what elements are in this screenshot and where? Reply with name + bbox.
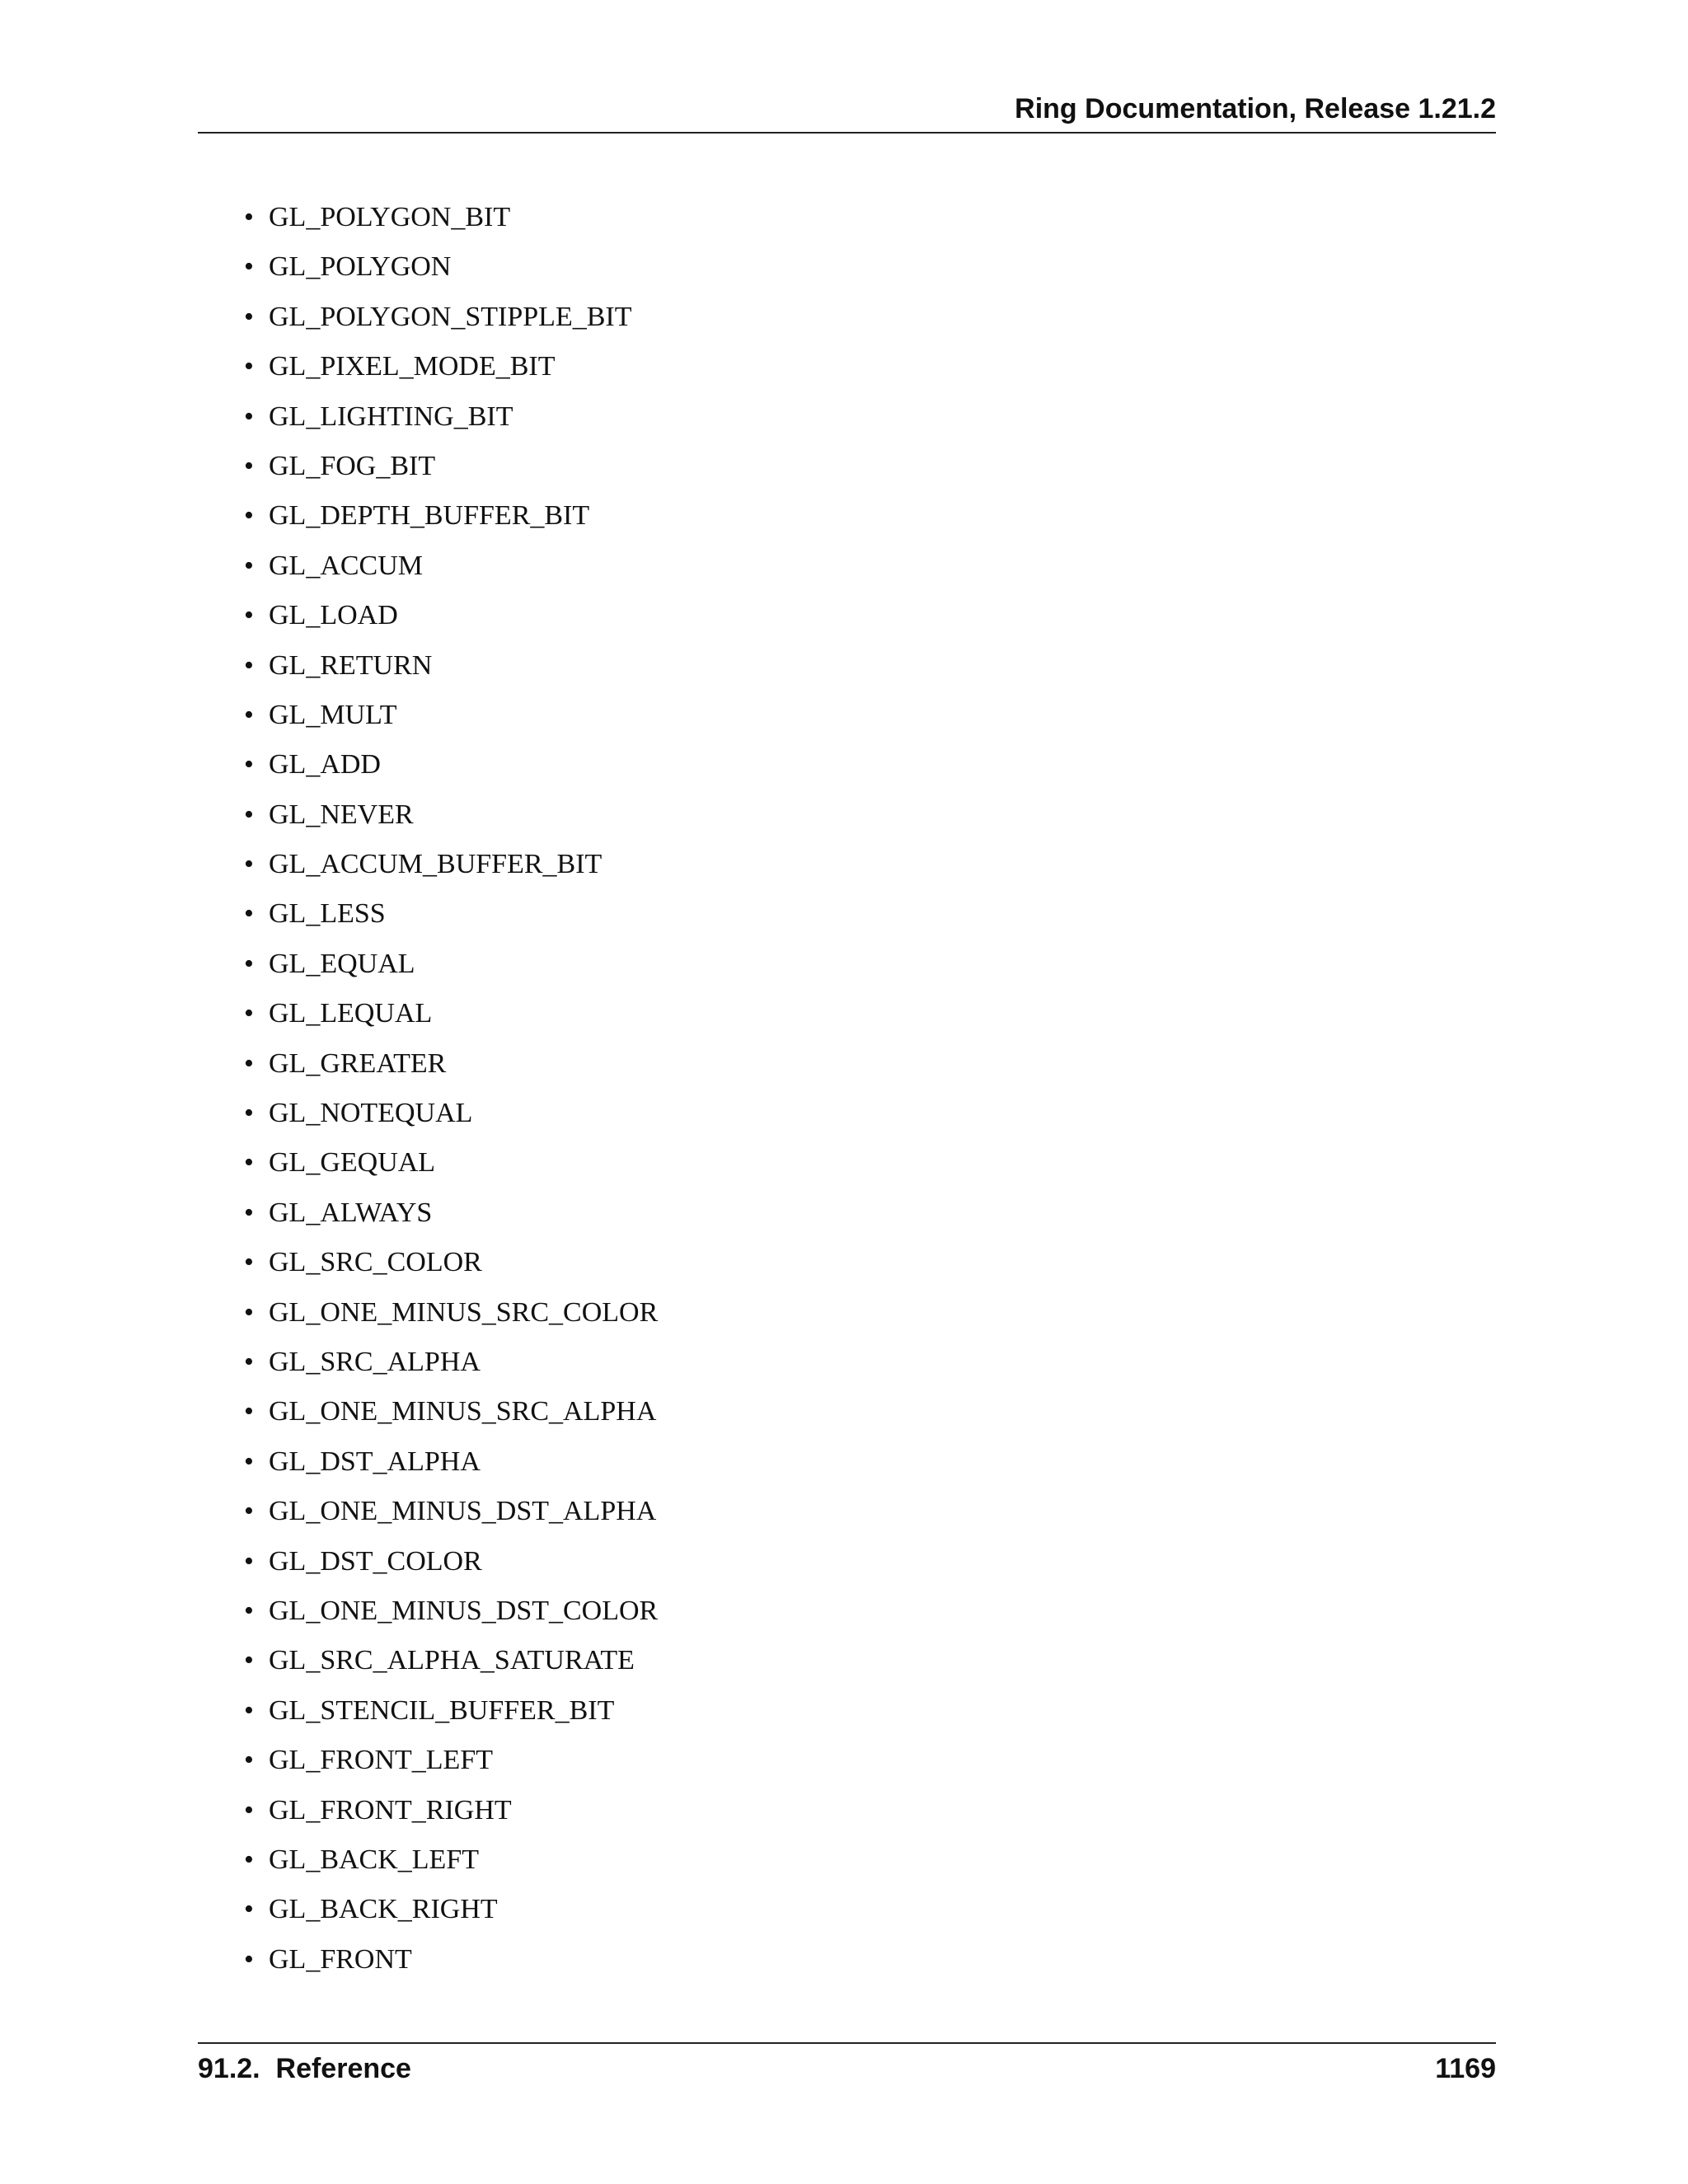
constant-name: GL_ONE_MINUS_DST_COLOR — [269, 1595, 659, 1626]
list-item — [241, 648, 658, 697]
bullet-icon: • — [244, 1247, 254, 1278]
constant-name: GL_LIGHTING_BIT — [269, 401, 513, 432]
constant-name: GL_SRC_ALPHA_SATURATE — [269, 1645, 635, 1676]
list-item — [241, 1295, 658, 1344]
constant-name: GL_POLYGON_BIT — [269, 202, 511, 232]
bullet-icon: • — [244, 948, 254, 979]
bullet-icon: • — [244, 1346, 254, 1377]
bullet-icon: • — [244, 1745, 254, 1776]
constant-name: GL_POLYGON_STIPPLE_BIT — [269, 301, 632, 332]
bullet-icon: • — [244, 1943, 254, 1975]
bullet-icon: • — [244, 1595, 254, 1626]
constant-name: GL_FRONT — [269, 1943, 412, 1975]
constant-name: GL_GREATER — [269, 1047, 447, 1079]
list-item — [241, 846, 658, 896]
constant-name: GL_MULT — [269, 699, 397, 730]
list-item — [241, 1593, 658, 1643]
bullet-icon: • — [244, 1794, 254, 1825]
list-item — [241, 548, 658, 598]
section-label: 91.2. Reference — [198, 2053, 411, 2084]
bullet-icon: • — [244, 699, 254, 730]
bullet-icon: • — [244, 898, 254, 930]
bullet-icon: • — [244, 1844, 254, 1875]
list-item — [241, 1493, 658, 1543]
constant-name: GL_LOAD — [269, 600, 398, 631]
bullet-icon: • — [244, 649, 254, 681]
constant-name: GL_LEQUAL — [269, 998, 433, 1029]
bullet-icon: • — [244, 202, 254, 232]
bullet-icon: • — [244, 251, 254, 283]
constant-name: GL_FOG_BIT — [269, 450, 436, 481]
bullet-icon: • — [244, 550, 254, 581]
constant-name: GL_BACK_RIGHT — [269, 1894, 498, 1925]
constant-name: GL_BACK_LEFT — [269, 1844, 479, 1875]
list-item — [241, 399, 658, 448]
list-item — [241, 1195, 658, 1244]
list-item — [241, 797, 658, 846]
list-item — [241, 249, 658, 298]
constant-name: GL_ONE_MINUS_SRC_ALPHA — [269, 1396, 657, 1427]
bullet-icon: • — [244, 450, 254, 481]
constant-name: GL_ONE_MINUS_DST_ALPHA — [269, 1496, 657, 1527]
bullet-icon: • — [244, 749, 254, 780]
bullet-icon: • — [244, 1147, 254, 1179]
list-item — [241, 1742, 658, 1792]
list-item — [241, 1344, 658, 1394]
constant-name: GL_ACCUM — [269, 550, 424, 581]
constant-name: GL_FRONT_RIGHT — [269, 1794, 512, 1825]
list-item — [241, 598, 658, 647]
list-item — [241, 299, 658, 349]
list-item — [241, 697, 658, 747]
bullet-icon: • — [244, 1197, 254, 1228]
constant-name: GL_EQUAL — [269, 948, 415, 979]
constant-name: GL_ONE_MINUS_SRC_COLOR — [269, 1296, 659, 1328]
bullet-icon: • — [244, 1396, 254, 1427]
list-item — [241, 349, 658, 398]
constant-name: GL_PIXEL_MODE_BIT — [269, 351, 556, 382]
constant-list — [241, 199, 658, 1991]
constant-name: GL_LESS — [269, 898, 386, 930]
list-item — [241, 1842, 658, 1891]
list-item — [241, 1145, 658, 1194]
bullet-icon: • — [244, 1645, 254, 1676]
list-item — [241, 1793, 658, 1842]
constant-name: GL_ACCUM_BUFFER_BIT — [269, 849, 603, 880]
bullet-icon: • — [244, 799, 254, 830]
list-item — [241, 1643, 658, 1692]
list-item — [241, 1095, 658, 1145]
page-number: 1169 — [1435, 2053, 1496, 2084]
bullet-icon: • — [244, 500, 254, 532]
constant-name: GL_ALWAYS — [269, 1197, 433, 1228]
bullet-icon: • — [244, 1047, 254, 1079]
list-item — [241, 1693, 658, 1742]
bullet-icon: • — [244, 1098, 254, 1129]
list-item — [241, 1394, 658, 1443]
list-item — [241, 1544, 658, 1593]
list-item — [241, 1891, 658, 1941]
constant-name: GL_SRC_COLOR — [269, 1247, 482, 1278]
bullet-icon: • — [244, 351, 254, 382]
list-item — [241, 1046, 658, 1095]
list-item — [241, 498, 658, 547]
constant-name: GL_RETURN — [269, 649, 433, 681]
constant-name: GL_DST_ALPHA — [269, 1446, 481, 1477]
bullet-icon: • — [244, 1545, 254, 1577]
bullet-icon: • — [244, 1446, 254, 1477]
bullet-icon: • — [244, 998, 254, 1029]
constant-name: GL_SRC_ALPHA — [269, 1346, 481, 1377]
list-item — [241, 747, 658, 796]
bullet-icon: • — [244, 1694, 254, 1726]
page-header — [198, 89, 1496, 134]
constant-name: GL_NOTEQUAL — [269, 1098, 473, 1129]
bullet-icon: • — [244, 1496, 254, 1527]
constant-name: GL_GEQUAL — [269, 1147, 436, 1179]
list-item — [241, 996, 658, 1045]
list-item — [241, 199, 658, 249]
bullet-icon: • — [244, 401, 254, 432]
bullet-icon: • — [244, 1296, 254, 1328]
constant-name: GL_POLYGON — [269, 251, 452, 283]
page-footer — [198, 2042, 1496, 2084]
bullet-icon: • — [244, 849, 254, 880]
list-item — [241, 946, 658, 996]
list-item — [241, 1444, 658, 1493]
list-item — [241, 896, 658, 945]
constant-name: GL_ADD — [269, 749, 381, 780]
constant-name: GL_DST_COLOR — [269, 1545, 482, 1577]
bullet-icon: • — [244, 301, 254, 332]
constant-name: GL_DEPTH_BUFFER_BIT — [269, 500, 590, 532]
list-item — [241, 1244, 658, 1294]
document-title: Ring Documentation, Release 1.21.2 — [1015, 93, 1496, 124]
constant-name: GL_STENCIL_BUFFER_BIT — [269, 1694, 615, 1726]
bullet-icon: • — [244, 600, 254, 631]
constant-name: GL_FRONT_LEFT — [269, 1745, 493, 1776]
list-item — [241, 1942, 658, 1991]
constant-name: GL_NEVER — [269, 799, 414, 830]
list-item — [241, 448, 658, 498]
bullet-icon: • — [244, 1894, 254, 1925]
